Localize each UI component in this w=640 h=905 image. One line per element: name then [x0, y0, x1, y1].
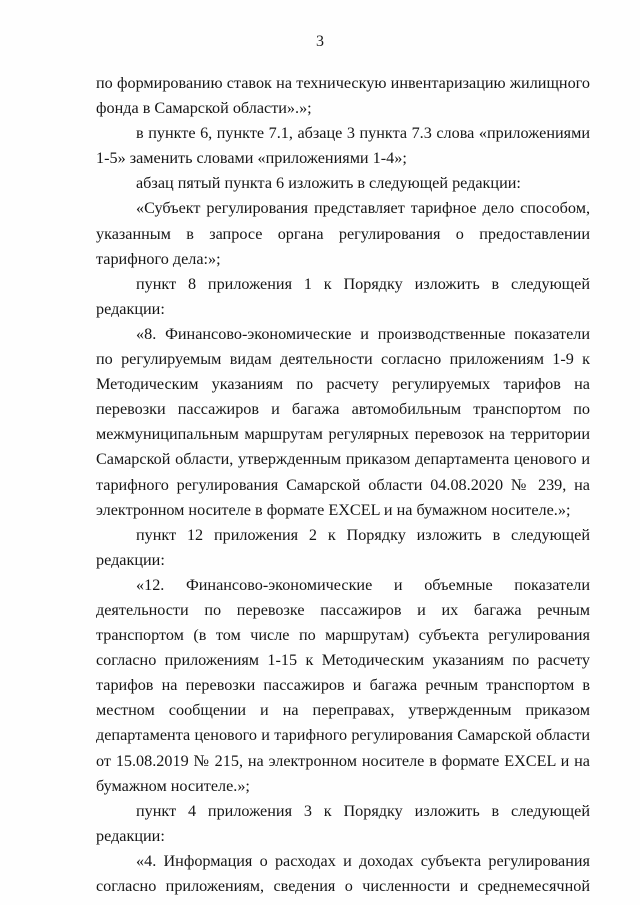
paragraph-10: «4. Информация о расходах и доходах субъекта регулирования согласно приложениям, сведения о численности и среднемесячной	[96, 851, 590, 895]
document-body	[96, 71, 590, 899]
paragraph-8: «12. Финансово-экономические и объемные показатели деятельности по перевозке пассажиров и их багажа речным транспортом (в том числе по маршрутам) субъекта регулирования согласно приложениям 1-15 к Методическим указаниям по расчету тарифов на перевозки пассажиров и багажа речным транспортом в местном сообщении и на переправах, утвержденным приказом департамента ценового и тарифного регулирования Самарской области от 15.08.2019 № 215, на электронном носителе в формате EXCEL и на бумажном носителе.»;	[96, 575, 590, 795]
paragraph-3: абзац пятый пункта 6 изложить в следующей редакции:	[136, 174, 521, 193]
paragraph-9: пункт 4 приложения 3 к Порядку изложить в следующей редакции:	[96, 801, 590, 845]
paragraph-6: «8. Финансово-экономические и производственные показатели по регулируемым видам деятельности согласно приложениям 1-9 к Методическим указаниям по расчету регулируемых тарифов на перевозки пассажиров и багажа автомобильным транспортом по межмуниципальным маршрутам регулярных перевозок на территории Самарской области, утвержденным приказом департамента ценового и тарифного регулирования Самарской области 04.08.2020 № 239, на электронном носителе в формате EXCEL и на бумажном носителе.»;	[96, 324, 590, 519]
paragraph-1: по формированию ставок на техническую инвентаризацию жилищного фонда в Самарской области».»;	[96, 74, 590, 118]
paragraph-5: пункт 8 приложения 1 к Порядку изложить в следующей редакции:	[96, 274, 590, 318]
page-number: 3	[316, 33, 324, 50]
paragraph-7: пункт 12 приложения 2 к Порядку изложить в следующей редакции:	[96, 525, 590, 569]
paragraph-2: в пункте 6, пункте 7.1, абзаце 3 пункта 7.3 слова «приложениями 1-5» заменить словами «приложениями 1-4»;	[96, 124, 590, 168]
paragraph-4: «Субъект регулирования представляет тарифное дело способом, указанным в запросе органа регулирования о предоставлении тарифного дела:»;	[96, 199, 590, 268]
